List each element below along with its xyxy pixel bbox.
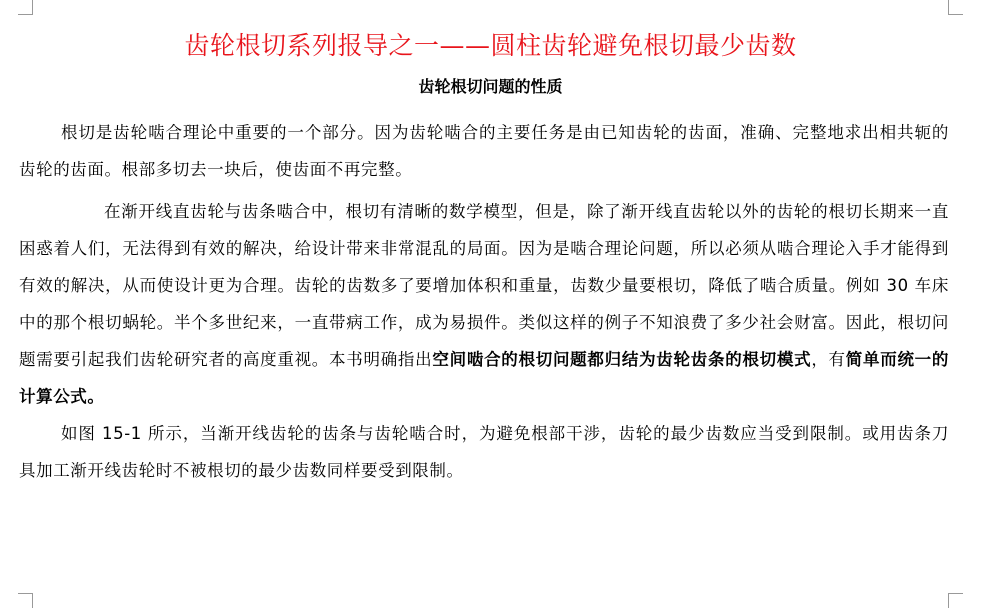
paragraph-2-text-b: ，有 xyxy=(811,350,846,369)
crop-mark-bottom-right xyxy=(948,593,963,608)
crop-mark-top-left xyxy=(18,0,33,15)
paragraph-3: 如图 15-1 所示，当渐开线齿轮的齿条与齿轮啮合时，为避免根部干涉，齿轮的最少齿数应当受到限制。或用齿条刀具加工渐开线齿轮时不被根切的最少齿数同样要受到限制。 xyxy=(19,424,949,480)
paragraph-1: 根切是齿轮啮合理论中重要的一个部分。因为齿轮啮合的主要任务是由已知齿轮的齿面，准确、完整地求出相共轭的齿轮的齿面。根部多切去一块后，使齿面不再完整。 xyxy=(19,123,949,179)
crop-mark-bottom-left xyxy=(18,593,33,608)
paragraph-2-bold-a: 空间啮合的根切问题都归结为齿轮齿条的根切模式 xyxy=(432,350,812,369)
section-heading: 齿轮根切问题的性质 xyxy=(418,77,563,96)
document-title: 齿轮根切系列报导之一——圆柱齿轮避免根切最少齿数 xyxy=(184,31,797,60)
paragraph-2-bold-b: 简单而统一的计算公式。 xyxy=(19,350,950,406)
document-body xyxy=(19,114,949,489)
paragraph-2 xyxy=(19,193,949,415)
paragraph-2-text-a: 在渐开线直齿轮与齿条啮合中，根切有清晰的数学模型，但是，除了渐开线直齿轮以外的齿轮的根切长期来一直困惑着人们，无法得到有效的解决，给设计带来非常混乱的局面。因为是啮合理论问题，所以必须从啮合理论入手才能得到有效的解决，从而使设计更为合理。齿轮的齿数多了要增加体积和重量，齿数少量要根切，降低了啮合质量。例如 30 车床中的那个根切蜗轮。半个多世纪来，一直带病工作，成为易损件。类似这样的例子不知浪费了多少社会财富。因此，根切问题需要引起我们齿轮研究者的高度重视。本书明确指出 xyxy=(19,202,949,369)
crop-mark-top-right xyxy=(948,0,963,15)
